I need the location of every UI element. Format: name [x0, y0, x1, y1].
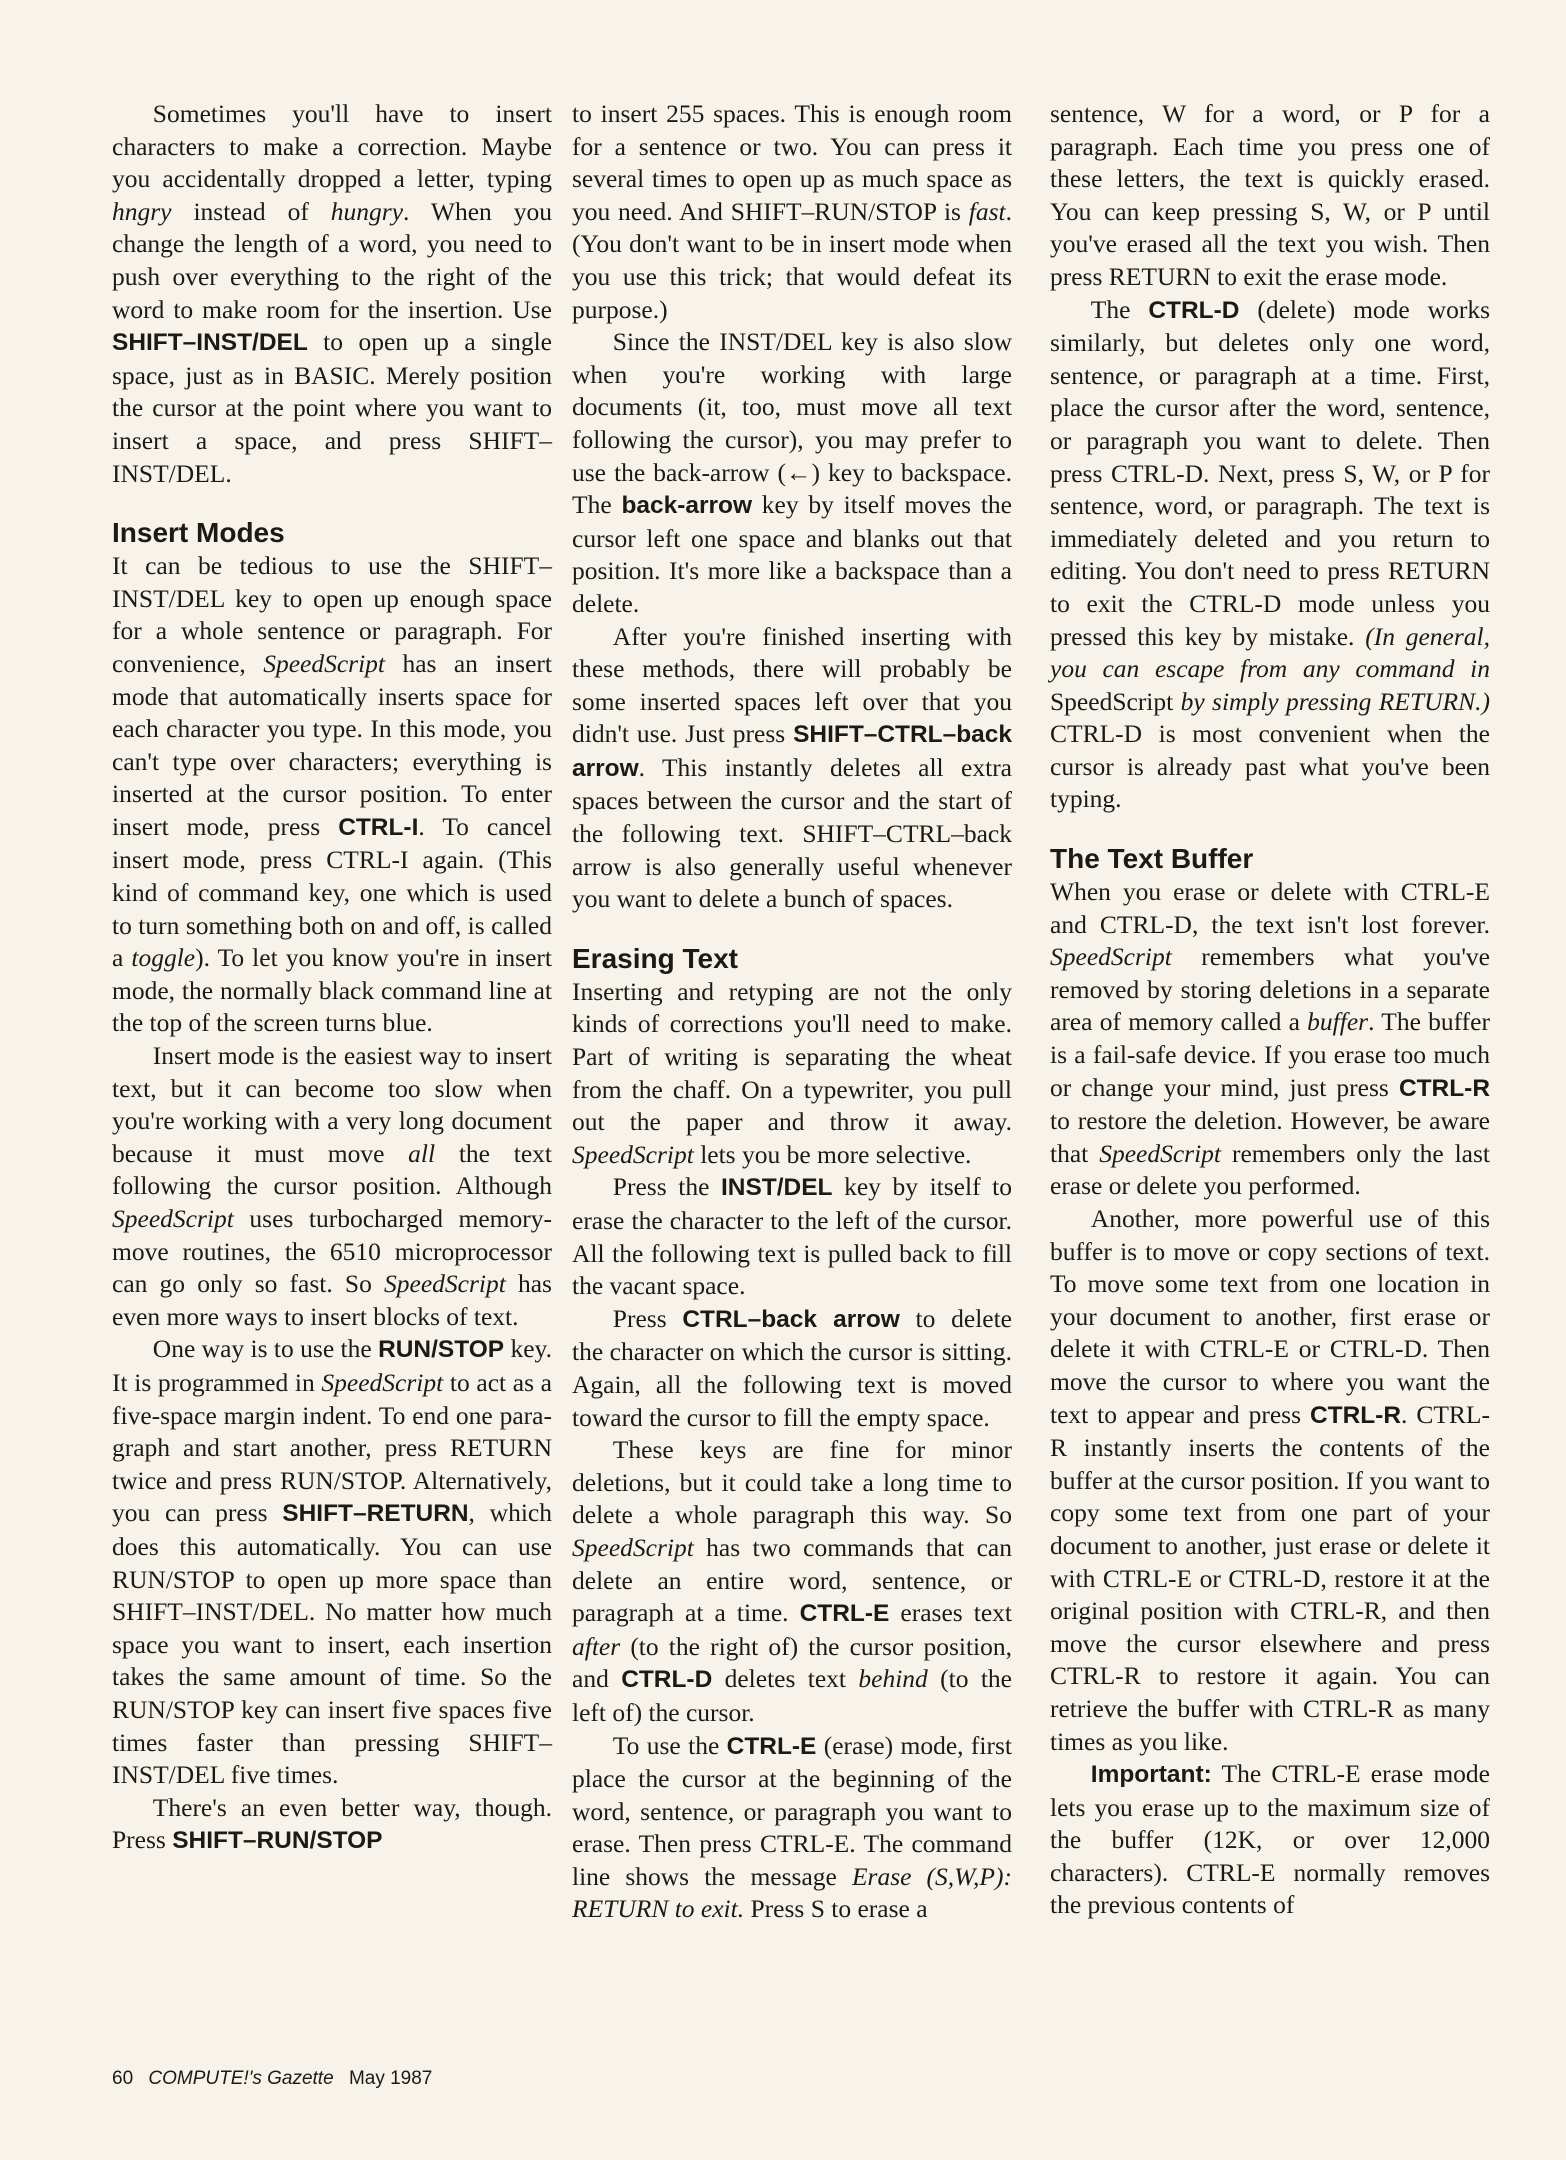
paragraph: When you erase or delete with CTRL-E and CTRL-D, the text isn't lost forever. SpeedScript remembers what you've removed by storing deletions in a separate area of memory called a buffer. The buffer is a fail-safe device. If you erase too much or change your mind, just press CTRL-R to restore the deletion. However, be aware that SpeedScript remembers only the last erase or delete you performed.	[1050, 877, 1490, 1201]
paragraph: It can be tedious to use the SHIFT–INST/DEL key to open up enough space for a whole sentence or paragraph. For convenience, SpeedScript has an insert mode that automatically inserts space for each character you type. In this mode, you can't type over characters; everything is inserted at the cursor position. To enter insert mode, press CTRL-I. To cancel insert mode, press CTRL-I again. (This kind of command key, one which is used to turn something both on and off, is called a toggle). To let you know you're in insert mode, the normally black command line at the top of the screen turns blue.	[112, 551, 552, 1038]
paragraph: There's an even better way, though. Press SHIFT–RUN/STOP	[112, 1792, 552, 1855]
page-number: 60	[112, 2068, 134, 2089]
column-2	[572, 98, 1012, 1926]
column-1	[112, 98, 552, 1858]
paragraph: One way is to use the RUN/STOP key. It is programmed in SpeedScript to act as a five-space margin indent. To end one paragraph and start another, press RETURN twice and press RUN/STOP. Alternatively, you can press SHIFT–RETURN, which does this automatically. You can use RUN/STOP to open up more space than SHIFT–INST/DEL. No matter how much space you want to insert, each insertion takes the same amount of time. So the RUN/STOP key can insert five spaces five times faster than pressing SHIFT–INST/DEL five times.	[112, 1334, 552, 1790]
paragraph: sentence, W for a word, or P for a paragraph. Each time you press one of these letters, the text is quickly erased. You can keep pressing S, W, or P until you've erased all the text you wish. Then press RETURN to exit the erase mode.	[1050, 99, 1490, 291]
paragraph: Press the INST/DEL key by itself to erase the character to the left of the cursor. All the following text is pulled back to fill the vacant space.	[572, 1172, 1012, 1301]
heading-erasing-text: Erasing Text	[572, 942, 738, 974]
paragraph: These keys are fine for minor deletions, but it could take a long time to delete a whole paragraph this way. So SpeedScript has two commands that can delete an entire word, sentence, or paragraph at a time. CTRL-E erases text after (to the right of) the cursor position, and CTRL-D deletes text behind (to the left of) the cursor.	[572, 1435, 1013, 1727]
magazine-name: COMPUTE!'s Gazette	[148, 2068, 334, 2089]
column-3	[1050, 98, 1490, 1922]
issue-date: May 1987	[348, 2068, 433, 2089]
page-footer	[112, 2068, 442, 2090]
paragraph: Since the INST/DEL key is also slow when you're working with large documents (it, too, must move all text following the cursor), you may prefer to use the back-arrow (←) key to backspace. The back-arrow key by itself moves the cursor left one space and blanks out that position. It's more like a backspace than a delete.	[572, 327, 1012, 618]
paragraph: Insert mode is the easiest way to insert text, but it can become too slow when you're working with a very long document because it must move all the text following the cursor position. Although SpeedScript uses turbocharged memory-move routines, the 6510 microprocessor can go only so fast. So SpeedScript has even more ways to insert blocks of text.	[112, 1041, 552, 1331]
paragraph: The CTRL-D (delete) mode works similarly, but deletes only one word, sentence, or paragraph at a time. First, place the cursor after the word, sentence, or paragraph you want to delete. Then press CTRL-D. Next, press S, W, or P for sentence, word, or paragraph. The text is immediately deleted and you return to editing. You don't need to press RETURN to exit the CTRL-D mode unless you pressed this key by mistake. (In general, you can escape from any command in SpeedScript by simply pressing RETURN.) CTRL-D is most convenient when the cursor is already past what you've been typing.	[1050, 294, 1490, 814]
paragraph: Inserting and retyping are not the only kinds of corrections you'll need to make. Part of writing is separating the wheat from the chaff. On a typewriter, you pull out the paper and throw it away. SpeedScript lets you be more selective.	[572, 976, 1012, 1169]
paragraph: to insert 255 spaces. This is enough room for a sentence or two. You can press it several times to open up as much space as you need. And SHIFT–RUN/STOP is fast. (You don't want to be in insert mode when you use this trick; that would defeat its purpose.)	[572, 99, 1012, 324]
paragraph: After you're finished inserting with these methods, there will probably be some inserted spaces left over that you didn't use. Just press SHIFT–CTRL–back arrow. This instantly deletes all extra spaces between the cursor and the start of the following text. SHIFT–CTRL–back arrow is also generally useful whenever you want to delete a bunch of spaces.	[572, 621, 1012, 914]
paragraph: Another, more powerful use of this buffer is to move or copy sections of text. To move some text from one location in your document to another, first erase or delete it with CTRL-E or CTRL-D. Then move the cursor to where you want the text to appear and press CTRL-R. CTRL-R instantly inserts the contents of the buffer at the cursor position. If you want to copy some text from one part of your document to another, just erase or delete it with CTRL-E or CTRL-D, restore it at the original position with CTRL-R, and then move the cursor elsewhere and press CTRL-R to restore it again. You can retrieve the buffer with CTRL-R as many times as you like.	[1050, 1204, 1490, 1756]
paragraph: Sometimes you'll have to insert characters to make a correction. Maybe you accidentally dropped a letter, typing hngry instead of hungry. When you change the length of a word, you need to push over everything to the right of the word to make room for the insertion. Use SHIFT–INST/DEL to open up a single space, just as in BASIC. Merely position the cursor at the point where you want to insert a space, and press SHIFT–INST/DEL.	[112, 99, 552, 488]
heading-text-buffer: The Text Buffer	[1050, 843, 1254, 875]
paragraph: To use the CTRL-E (erase) mode, first place the cursor at the beginning of the word, sentence, or paragraph you want to erase. Then press CTRL-E. The command line shows the message Erase (S,W,P): RETURN to exit. Press S to erase a	[572, 1730, 1012, 1924]
paragraph: Important: The CTRL-E erase mode lets you erase up to the maximum size of the buffer (12K, or over 12,000 characters). CTRL-E normally removes the previous contents of	[1050, 1759, 1490, 1920]
paragraph: Press CTRL–back arrow to delete the character on which the cursor is sitting. Again, all the following text is moved toward the cursor to fill the empty space.	[572, 1303, 1013, 1432]
heading-insert-modes: Insert Modes	[112, 517, 285, 549]
